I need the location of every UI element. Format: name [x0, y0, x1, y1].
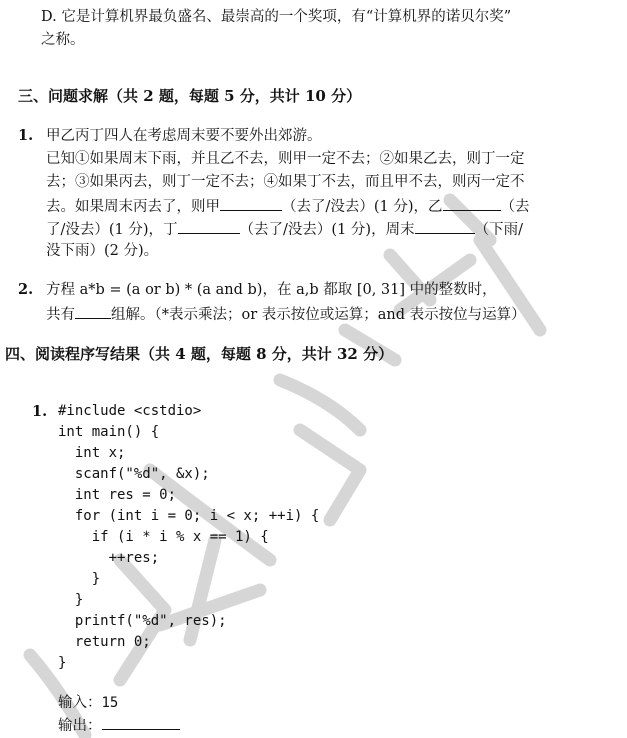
- answer-blank-output[interactable]: [102, 714, 180, 730]
- answer-blank-jia[interactable]: [220, 195, 282, 211]
- question-number: 1.: [32, 403, 48, 420]
- input-row: [58, 693, 118, 714]
- output-row: [58, 714, 180, 736]
- code-line: printf("%d", res);: [58, 613, 227, 629]
- code-line: int res = 0;: [58, 487, 177, 503]
- q2-line2-text-b: 组解。（*表示乘法；or 表示按位或运算；and 表示按位与运算）: [111, 307, 526, 323]
- q2-line2: [46, 303, 526, 325]
- q1-line3-text-b: （去了/没去）(1 分)，乙: [282, 199, 443, 215]
- q1-line4: [46, 218, 523, 240]
- code-line: #include <cstdio>: [58, 403, 202, 419]
- q1-line3: [46, 195, 530, 217]
- code-line: }: [58, 592, 84, 608]
- section3-heading: 三、问题求解（共 2 题，每题 5 分，共计 10 分）: [18, 87, 362, 105]
- code-block: [58, 401, 319, 674]
- q2-line2-text-a: 共有: [46, 307, 75, 323]
- question-number: 2.: [18, 281, 34, 298]
- q1-intro: 甲乙丙丁四人在考虑周末要不要外出郊游。: [46, 128, 322, 144]
- q1-line4-text-c: （下雨/: [474, 222, 523, 238]
- q1-line1: 已知①如果周末下雨，并且乙不去，则甲一定不去；②如果乙去，则丁一定: [46, 151, 525, 167]
- code-line: scanf("%d", &x);: [58, 466, 210, 482]
- output-label: 输出：: [58, 718, 102, 734]
- code-line: }: [58, 571, 101, 587]
- code-line: for (int i = 0; i < x; ++i) {: [58, 508, 320, 524]
- q1-line4-text-a: 了/没去）(1 分)，丁: [46, 222, 178, 238]
- option-d-line1: D. 它是计算机界最负盛名、最崇高的一个奖项，有“计算机界的诺贝尔奖”: [41, 9, 512, 25]
- option-d-line2: 之称。: [41, 32, 85, 48]
- question-number: 1.: [18, 127, 34, 144]
- answer-blank-solutions[interactable]: [75, 303, 111, 319]
- answer-blank-weekend[interactable]: [415, 218, 475, 234]
- code-line: if (i * i % x == 1) {: [58, 529, 269, 545]
- q1-line3-text-c: （去: [500, 199, 530, 215]
- answer-blank-ding[interactable]: [178, 218, 240, 234]
- code-line: int x;: [58, 445, 126, 461]
- q1-line5: 没下雨）(2 分)。: [46, 243, 159, 259]
- code-line: ++res;: [58, 550, 160, 566]
- code-line: return 0;: [58, 634, 151, 650]
- q1-line4-text-b: （去了/没去）(1 分)，周末: [239, 222, 415, 238]
- answer-blank-yi[interactable]: [443, 195, 501, 211]
- code-line: int main() {: [58, 424, 160, 440]
- input-value: 15: [101, 695, 119, 711]
- q2-line1: 方程 a*b = (a or b) * (a and b)，在 a,b 都取 [0, 31] 中的整数时，: [46, 282, 497, 298]
- input-label: 输入：: [58, 695, 102, 711]
- q1-line3-text-a: 去。如果周末丙去了，则甲: [46, 199, 220, 215]
- q1-line2: 去；③如果丙去，则丁一定不去；④如果丁不去，而且甲不去，则丙一定不: [46, 174, 525, 190]
- section4-heading: 四、阅读程序写结果（共 4 题，每题 8 分，共计 32 分）: [5, 345, 394, 363]
- code-line: }: [58, 655, 67, 671]
